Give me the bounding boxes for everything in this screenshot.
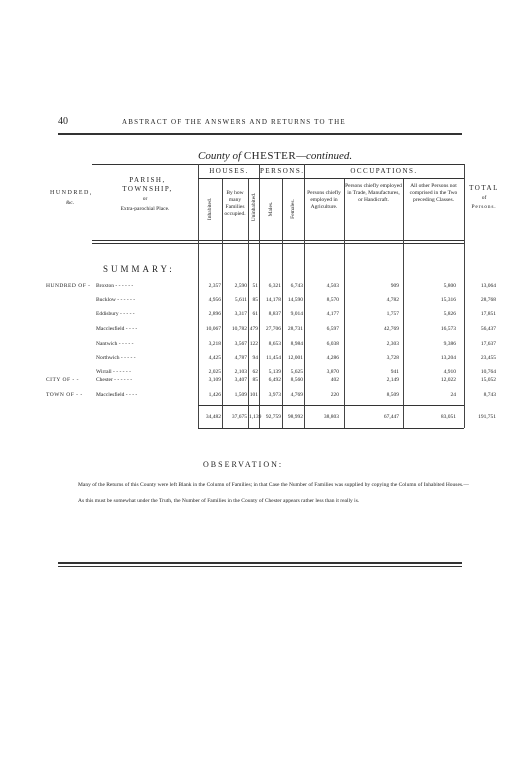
row-place: Wirrall - - - - - - [96,369,131,375]
cell-inh: 4,956 [208,297,221,303]
cell-trd: 2,149 [386,377,399,383]
cell-trd: 1,757 [386,311,399,317]
table-bottom-rule [198,428,464,429]
table-top-rule [92,164,464,165]
header-bottom-rule [92,240,464,241]
total-trd: 67,447 [383,414,399,420]
cell-uninh: 122 [249,341,258,347]
page-number: 40 [58,116,68,127]
cell-oth: 5,826 [443,311,456,317]
top-rule [58,133,462,135]
cell-fam: 2,590 [234,283,247,289]
cell-f: 9,014 [290,311,303,317]
observation-title: OBSERVATION: [203,460,284,469]
cell-uninh: 85 [252,377,258,383]
header-or: or [142,196,148,202]
header-occupations: OCCUPATIONS. [350,167,418,175]
cell-trd: 909 [390,283,399,289]
cell-trd: 4,782 [386,297,399,303]
cell-tot: 17,851 [480,311,496,317]
cell-f: 8,984 [290,341,303,347]
cell-oth: 5,800 [443,283,456,289]
cell-inh: 3,218 [208,341,221,347]
total-uninh: 1,139 [249,414,262,420]
row-place: Nantwich - - - - - [96,341,134,347]
cell-tot: 15,052 [480,377,496,383]
total-tot: 191,751 [478,414,496,420]
cell-fam: 3,567 [234,341,247,347]
totals-rule [198,405,464,406]
cell-agr: 3,870 [326,369,339,375]
total-f: 98,992 [287,414,303,420]
cell-trd: 8,509 [386,392,399,398]
cell-tot: 23,455 [480,355,496,361]
header-total: TOTAL [469,184,499,192]
row-place: Bucklow - - - - - - [96,297,136,303]
cell-fam: 5,611 [234,297,247,303]
cell-inh: 2,896 [208,311,221,317]
cell-uninh: 62 [252,369,258,375]
header-total-persons: Persons. [471,204,497,210]
cell-fam: 1,509 [234,392,247,398]
cell-uninh: 94 [252,355,258,361]
cell-tot: 13,064 [480,283,496,289]
header-agriculture: Persons chiefly employed in Agriculture. [307,190,341,210]
cell-trd: 941 [390,369,399,375]
cell-fam: 3,407 [234,377,247,383]
header-hundred-etc: &c. [65,200,75,206]
observation-text: Many of the Returns of this County were left Blank in the Column of Families; in that Case the Number of Families was supplied by copying the Column of Inhabited Houses.—As this must be somewhat under the Truth, the Number of Families in the County of Chester appears rather less than it really is. [78,482,469,504]
header-families: By how many Families occupied. [224,190,246,217]
header-hundred: HUNDRED, [50,190,93,196]
cell-tot: 8,743 [483,392,496,398]
row-place: Macclesfield - - - - [96,392,138,398]
header-total-of: of [481,195,487,201]
cell-uninh: 51 [252,283,258,289]
row-place: Eddisbury - - - - - [96,311,135,317]
header-extra-parochial: Extra-parochial Place. [120,206,170,212]
cell-fam: 2,103 [234,369,247,375]
bottom-rule-2 [58,566,462,567]
row-place: Broxton - - - - - - [96,283,134,289]
cell-m: 5,139 [268,369,281,375]
cell-m: 6,321 [268,283,281,289]
header-bottom-rule-2 [92,243,464,244]
header-parish: PARISH, [129,176,166,184]
row-place: Northwich - - - - - [96,355,136,361]
header-uninhabited: Uninhabited. [251,192,257,222]
cell-agr: 4,177 [326,311,339,317]
total-oth: 83,051 [440,414,456,420]
row-place: Chester - - - - - - [96,377,133,383]
total-inh: 34,482 [205,414,221,420]
total-fam: 37,675 [231,414,247,420]
cell-m: 3,973 [268,392,281,398]
header-trade: Persons chiefly employed in Trade, Manufactures, or Handicraft. [345,183,402,203]
cell-agr: 402 [330,377,339,383]
cell-oth: 15,316 [440,297,456,303]
row-group-label: CITY OF - - [46,377,79,383]
cell-trd: 3,728 [386,355,399,361]
cell-agr: 4,503 [326,283,339,289]
total-m: 92,759 [265,414,281,420]
header-township: TOWNSHIP, [122,185,173,193]
cell-m: 11,454 [266,355,281,361]
cell-agr: 220 [330,392,339,398]
subheader-rule [198,178,464,179]
cell-m: 8,653 [268,341,281,347]
cell-oth: 16,573 [440,326,456,332]
cell-m: 6,492 [268,377,281,383]
cell-inh: 10,067 [205,326,221,332]
cell-m: 14,178 [265,297,281,303]
cell-f: 6,743 [290,283,303,289]
cell-tot: 56,437 [480,326,496,332]
cell-f: 12,001 [287,355,303,361]
cell-tot: 28,768 [480,297,496,303]
cell-oth: 4,910 [443,369,456,375]
cell-trd: 42,769 [383,326,399,332]
cell-uninh: 101 [249,392,258,398]
cell-fam: 3,317 [234,311,247,317]
cell-f: 4,769 [290,392,303,398]
cell-f: 28,731 [287,326,303,332]
cell-uninh: 61 [252,311,258,317]
cell-oth: 24 [450,392,456,398]
cell-m: 8,837 [268,311,281,317]
total-agr: 38,803 [323,414,339,420]
cell-oth: 13,204 [440,355,456,361]
cell-trd: 2,303 [386,341,399,347]
header-persons: PERSONS. [260,167,305,175]
cell-agr: 6,597 [326,326,339,332]
cell-tot: 17,637 [480,341,496,347]
header-males: Males. [268,201,274,217]
cell-inh: 3,109 [208,377,221,383]
cell-f: 8,560 [290,377,303,383]
cell-uninh: 85 [252,297,258,303]
cell-oth: 12,022 [440,377,456,383]
cell-inh: 2,357 [208,283,221,289]
cell-m: 27,706 [265,326,281,332]
cell-f: 14,590 [287,297,303,303]
header-other: All other Persons not comprised in the Two preceding Classes. [409,183,458,203]
row-group-label: TOWN OF - - [46,392,83,398]
bottom-rule [58,562,462,564]
cell-oth: 9,386 [443,341,456,347]
header-inhabited: Inhabited. [207,197,213,221]
cell-agr: 4,286 [326,355,339,361]
cell-tot: 10,764 [480,369,496,375]
summary-heading: SUMMARY: [103,264,175,274]
county-title: County of CHESTER—continued. [198,150,353,162]
cell-inh: 2,025 [208,369,221,375]
cell-agr: 8,570 [326,297,339,303]
row-group-label: HUNDRED OF - [46,283,91,289]
cell-uninh: 479 [249,326,258,332]
running-head: ABSTRACT OF THE ANSWERS AND RETURNS TO THE [122,118,346,126]
cell-agr: 6,038 [326,341,339,347]
cell-fam: 10,782 [231,326,247,332]
header-houses: HOUSES. [209,167,249,175]
header-females: Females. [290,199,296,219]
cell-inh: 1,426 [208,392,221,398]
cell-inh: 4,425 [208,355,221,361]
cell-fam: 4,787 [234,355,247,361]
row-place: Macclesfield - - - - [96,326,138,332]
cell-f: 5,625 [290,369,303,375]
